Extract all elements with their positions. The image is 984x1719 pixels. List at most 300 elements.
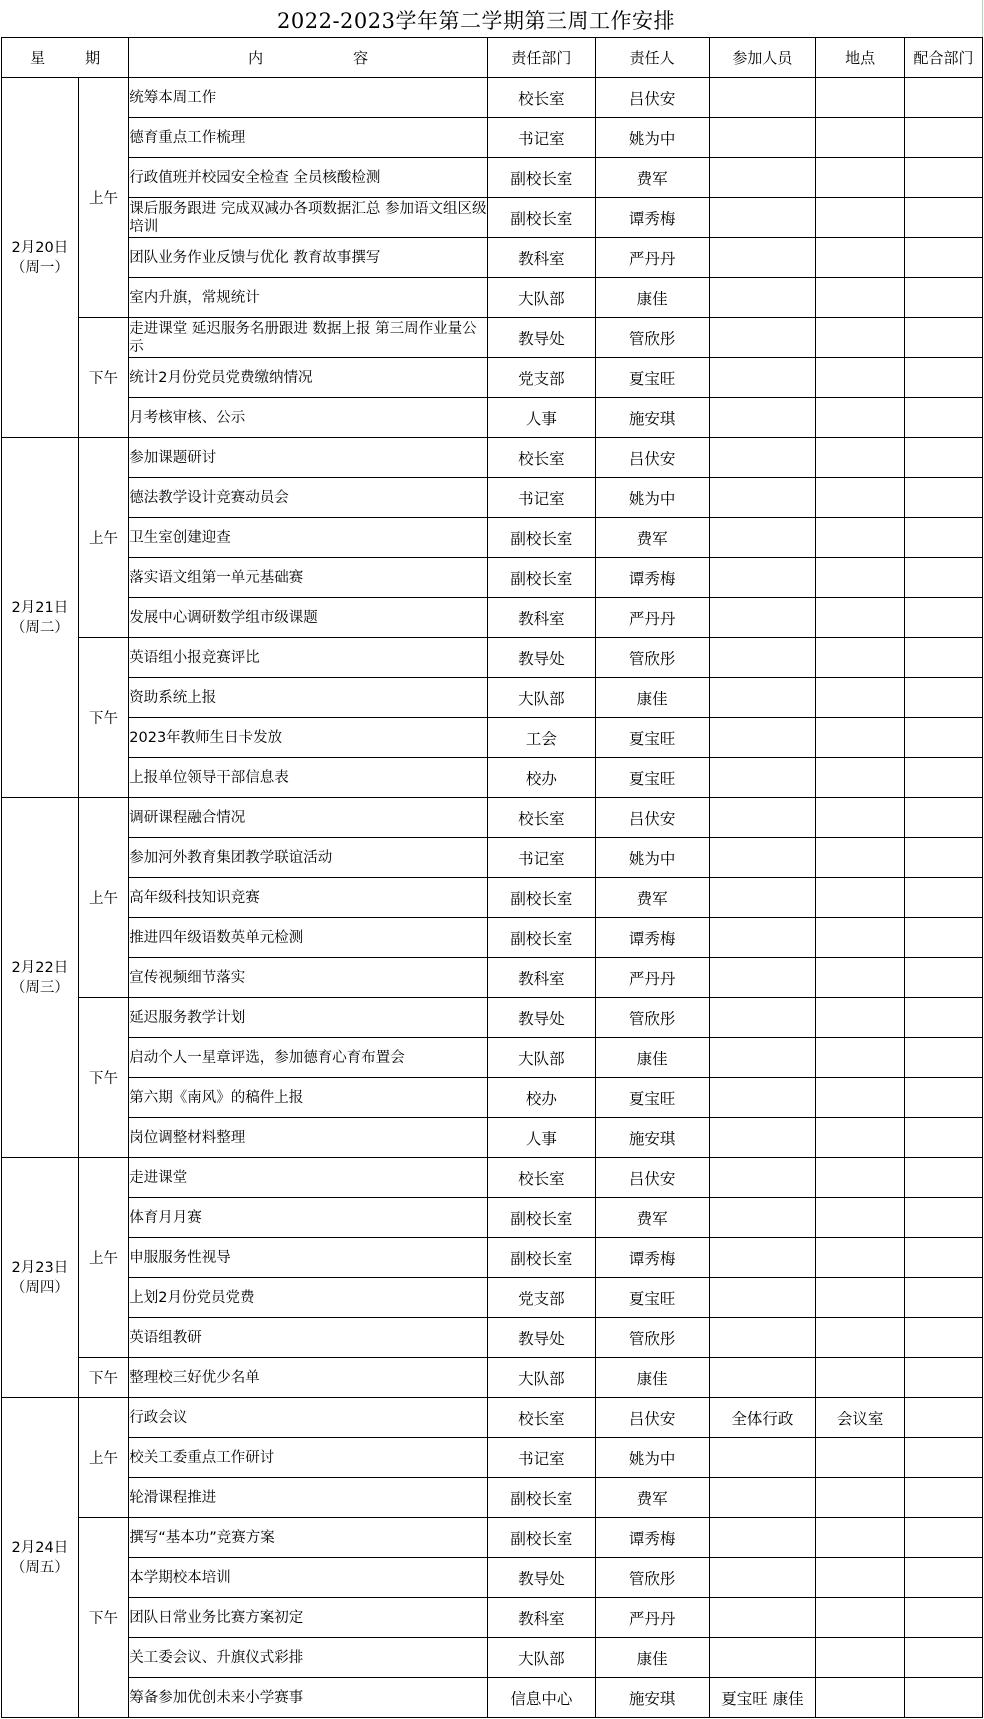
day-weekday: （周四） (10, 1279, 69, 1296)
task-content: 室内升旗，常规统计 (129, 278, 488, 318)
participants-cell (709, 318, 815, 358)
participants-cell (709, 1558, 815, 1598)
task-content: 英语组小报竞赛评比 (129, 638, 488, 678)
participants-cell (709, 638, 815, 678)
table-row (2, 998, 983, 1038)
task-content: 高年级科技知识竞赛 (129, 878, 488, 918)
table-row (2, 918, 983, 958)
responsible-dept: 教科室 (488, 958, 596, 998)
coop-dept-cell (905, 358, 983, 398)
responsible-dept: 大队部 (488, 278, 596, 318)
task-content: 团队业务作业反馈与优化 教育故事撰写 (129, 238, 488, 278)
responsible-dept: 信息中心 (488, 1678, 596, 1718)
coop-dept-cell (905, 1678, 983, 1718)
coop-dept-cell (905, 1638, 983, 1678)
day-weekday: （周二） (10, 619, 69, 636)
table-row (2, 1358, 983, 1398)
period-cell: 下午 (78, 638, 128, 798)
coop-dept-cell (905, 1478, 983, 1518)
title-bar (0, 0, 983, 40)
table-row (2, 78, 983, 118)
table-row (2, 1638, 983, 1678)
coop-dept-cell (905, 158, 983, 198)
task-content: 体育月月赛 (129, 1198, 488, 1238)
location-cell (816, 1118, 905, 1158)
location-cell (816, 478, 905, 518)
participants-cell (709, 1038, 815, 1078)
participants-cell (709, 1638, 815, 1678)
coop-dept-cell (905, 1078, 983, 1118)
participants-cell (709, 1198, 815, 1238)
responsible-person: 吕伏安 (595, 798, 709, 838)
responsible-person: 夏宝旺 (595, 758, 709, 798)
responsible-dept: 教科室 (488, 238, 596, 278)
table-row (2, 678, 983, 718)
location-cell (816, 1558, 905, 1598)
coop-dept-cell (905, 678, 983, 718)
period-cell: 下午 (78, 318, 128, 438)
task-content: 卫生室创建迎查 (129, 518, 488, 558)
participants-cell (709, 438, 815, 478)
coop-dept-cell (905, 958, 983, 998)
coop-dept-cell (905, 1318, 983, 1358)
coop-dept-cell (905, 438, 983, 478)
participants-cell (709, 358, 815, 398)
responsible-dept: 人事 (488, 398, 596, 438)
period-cell: 上午 (78, 438, 128, 638)
location-cell (816, 238, 905, 278)
coop-dept-cell (905, 1198, 983, 1238)
header-coop: 配合部门 (905, 38, 983, 78)
table-row (2, 438, 983, 478)
day-date: 2月21日 (11, 599, 69, 616)
table-row (2, 718, 983, 758)
participants-cell (709, 558, 815, 598)
task-content: 行政值班并校园安全检查 全员核酸检测 (129, 158, 488, 198)
responsible-person: 管欣彤 (595, 1558, 709, 1598)
page-title: 2022-2023学年第二学期第三周工作安排 (277, 9, 675, 33)
location-cell (816, 998, 905, 1038)
task-content: 启动个人一星章评选，参加德育心育布置会 (129, 1038, 488, 1078)
responsible-dept: 校长室 (488, 1158, 596, 1198)
location-cell (816, 1278, 905, 1318)
responsible-person: 管欣彤 (595, 998, 709, 1038)
responsible-dept: 副校长室 (488, 558, 596, 598)
table-row (2, 238, 983, 278)
table-row (2, 1158, 983, 1198)
task-content: 校关工委重点工作研讨 (129, 1438, 488, 1478)
day-cell (2, 438, 79, 798)
responsible-dept: 校长室 (488, 1398, 596, 1438)
coop-dept-cell (905, 718, 983, 758)
task-content: 行政会议 (129, 1398, 488, 1438)
responsible-person: 严丹丹 (595, 1598, 709, 1638)
responsible-person: 谭秀梅 (595, 918, 709, 958)
responsible-dept: 副校长室 (488, 1238, 596, 1278)
table-row (2, 198, 983, 238)
table-row (2, 958, 983, 998)
task-content: 走进课堂 延迟服务名册跟进 数据上报 第三周作业量公示 (129, 318, 488, 358)
participants-cell (709, 598, 815, 638)
coop-dept-cell (905, 798, 983, 838)
responsible-dept: 副校长室 (488, 198, 596, 238)
responsible-person: 费军 (595, 878, 709, 918)
coop-dept-cell (905, 118, 983, 158)
header-person: 责任人 (595, 38, 709, 78)
responsible-person: 费军 (595, 518, 709, 558)
participants-cell (709, 1518, 815, 1558)
location-cell (816, 1198, 905, 1238)
location-cell (816, 1358, 905, 1398)
location-cell (816, 678, 905, 718)
participants-cell (709, 958, 815, 998)
coop-dept-cell (905, 638, 983, 678)
responsible-person: 施安琪 (595, 398, 709, 438)
responsible-person: 谭秀梅 (595, 1238, 709, 1278)
period-cell: 上午 (78, 1398, 128, 1518)
responsible-dept: 副校长室 (488, 918, 596, 958)
header-dept: 责任部门 (488, 38, 596, 78)
coop-dept-cell (905, 1238, 983, 1278)
header-location: 地点 (816, 38, 905, 78)
responsible-person: 康佳 (595, 1638, 709, 1678)
coop-dept-cell (905, 558, 983, 598)
participants-cell (709, 798, 815, 838)
responsible-person: 姚为中 (595, 478, 709, 518)
table-row (2, 758, 983, 798)
participants-cell (709, 838, 815, 878)
task-content: 岗位调整材料整理 (129, 1118, 488, 1158)
table-row (2, 1038, 983, 1078)
coop-dept-cell (905, 1118, 983, 1158)
responsible-person: 费军 (595, 158, 709, 198)
day-weekday: （周一） (10, 259, 69, 276)
location-cell (816, 158, 905, 198)
participants-cell (709, 518, 815, 558)
task-content: 2023年教师生日卡发放 (129, 718, 488, 758)
task-content: 轮滑课程推进 (129, 1478, 488, 1518)
location-cell (816, 358, 905, 398)
responsible-person: 吕伏安 (595, 78, 709, 118)
location-cell (816, 1078, 905, 1118)
location-cell (816, 1678, 905, 1718)
table-row (2, 1078, 983, 1118)
location-cell (816, 638, 905, 678)
responsible-person: 姚为中 (595, 1438, 709, 1478)
location-cell (816, 1158, 905, 1198)
task-content: 整理校三好优少名单 (129, 1358, 488, 1398)
location-cell (816, 398, 905, 438)
task-content: 关工委会议、升旗仪式彩排 (129, 1638, 488, 1678)
task-content: 筹备参加优创未来小学赛事 (129, 1678, 488, 1718)
table-row (2, 558, 983, 598)
responsible-dept: 副校长室 (488, 158, 596, 198)
location-cell (816, 838, 905, 878)
responsible-person: 管欣彤 (595, 638, 709, 678)
task-content: 落实语文组第一单元基础赛 (129, 558, 488, 598)
coop-dept-cell (905, 478, 983, 518)
responsible-dept: 大队部 (488, 1638, 596, 1678)
location-cell (816, 718, 905, 758)
header-day: 星 期 (2, 38, 129, 78)
responsible-dept: 副校长室 (488, 1518, 596, 1558)
period-cell: 上午 (78, 78, 128, 318)
participants-cell (709, 998, 815, 1038)
responsible-dept: 大队部 (488, 1038, 596, 1078)
coop-dept-cell (905, 1398, 983, 1438)
task-content: 本学期校本培训 (129, 1558, 488, 1598)
table-row (2, 1478, 983, 1518)
table-row (2, 1518, 983, 1558)
period-cell: 上午 (78, 798, 128, 998)
day-date: 2月22日 (11, 959, 69, 976)
participants-cell (709, 1118, 815, 1158)
coop-dept-cell (905, 998, 983, 1038)
participants-cell (709, 398, 815, 438)
day-date: 2月20日 (11, 239, 69, 256)
coop-dept-cell (905, 1158, 983, 1198)
responsible-person: 谭秀梅 (595, 558, 709, 598)
table-row (2, 838, 983, 878)
coop-dept-cell (905, 398, 983, 438)
task-content: 资助系统上报 (129, 678, 488, 718)
table-row (2, 1558, 983, 1598)
task-content: 英语组教研 (129, 1318, 488, 1358)
table-row (2, 878, 983, 918)
coop-dept-cell (905, 1598, 983, 1638)
table-row (2, 1118, 983, 1158)
responsible-person: 严丹丹 (595, 598, 709, 638)
responsible-dept: 书记室 (488, 478, 596, 518)
location-cell (816, 1518, 905, 1558)
responsible-person: 姚为中 (595, 118, 709, 158)
coop-dept-cell (905, 78, 983, 118)
schedule-body (2, 78, 983, 1718)
coop-dept-cell (905, 878, 983, 918)
task-content: 上划2月份党员党费 (129, 1278, 488, 1318)
coop-dept-cell (905, 318, 983, 358)
responsible-person: 施安琪 (595, 1678, 709, 1718)
responsible-dept: 校办 (488, 758, 596, 798)
location-cell (816, 598, 905, 638)
participants-cell: 夏宝旺 康佳 (709, 1678, 815, 1718)
table-row (2, 158, 983, 198)
location-cell (816, 958, 905, 998)
period-cell: 下午 (78, 1358, 128, 1398)
participants-cell (709, 1278, 815, 1318)
responsible-dept: 教导处 (488, 638, 596, 678)
location-cell (816, 918, 905, 958)
responsible-dept: 教科室 (488, 598, 596, 638)
header-participants: 参加人员 (709, 38, 815, 78)
task-content: 月考核审核、公示 (129, 398, 488, 438)
participants-cell (709, 118, 815, 158)
day-weekday: （周三） (10, 979, 69, 996)
responsible-person: 姚为中 (595, 838, 709, 878)
responsible-dept: 教科室 (488, 1598, 596, 1638)
coop-dept-cell (905, 758, 983, 798)
participants-cell (709, 1078, 815, 1118)
table-row (2, 118, 983, 158)
table-row (2, 638, 983, 678)
responsible-person: 夏宝旺 (595, 1278, 709, 1318)
responsible-dept: 书记室 (488, 118, 596, 158)
task-content: 推进四年级语数英单元检测 (129, 918, 488, 958)
day-cell (2, 1158, 79, 1398)
responsible-dept: 大队部 (488, 1358, 596, 1398)
location-cell (816, 878, 905, 918)
responsible-dept: 大队部 (488, 678, 596, 718)
participants-cell (709, 718, 815, 758)
responsible-person: 康佳 (595, 278, 709, 318)
participants-cell (709, 238, 815, 278)
participants-cell (709, 198, 815, 238)
location-cell (816, 518, 905, 558)
task-content: 统筹本周工作 (129, 78, 488, 118)
responsible-dept: 教导处 (488, 318, 596, 358)
participants-cell (709, 478, 815, 518)
table-row (2, 598, 983, 638)
location-cell (816, 438, 905, 478)
responsible-dept: 校长室 (488, 438, 596, 478)
task-content: 第六期《南风》的稿件上报 (129, 1078, 488, 1118)
table-row (2, 318, 983, 358)
coop-dept-cell (905, 238, 983, 278)
table-row (2, 1278, 983, 1318)
coop-dept-cell (905, 198, 983, 238)
task-content: 发展中心调研数学组市级课题 (129, 598, 488, 638)
coop-dept-cell (905, 838, 983, 878)
coop-dept-cell (905, 918, 983, 958)
task-content: 德法教学设计竞赛动员会 (129, 478, 488, 518)
day-cell (2, 1398, 79, 1718)
participants-cell (709, 1598, 815, 1638)
participants-cell (709, 1438, 815, 1478)
responsible-dept: 校长室 (488, 78, 596, 118)
day-cell (2, 78, 79, 438)
table-row (2, 1318, 983, 1358)
day-date: 2月23日 (11, 1259, 69, 1276)
responsible-person: 管欣彤 (595, 318, 709, 358)
responsible-person: 吕伏安 (595, 438, 709, 478)
task-content: 统计2月份党员党费缴纳情况 (129, 358, 488, 398)
responsible-dept: 党支部 (488, 358, 596, 398)
participants-cell (709, 278, 815, 318)
responsible-dept: 副校长室 (488, 878, 596, 918)
responsible-person: 夏宝旺 (595, 358, 709, 398)
location-cell (816, 318, 905, 358)
location-cell (816, 1318, 905, 1358)
responsible-person: 严丹丹 (595, 238, 709, 278)
location-cell (816, 798, 905, 838)
coop-dept-cell (905, 1558, 983, 1598)
participants-cell (709, 678, 815, 718)
coop-dept-cell (905, 1518, 983, 1558)
participants-cell (709, 1358, 815, 1398)
responsible-person: 管欣彤 (595, 1318, 709, 1358)
participants-cell (709, 918, 815, 958)
responsible-dept: 教导处 (488, 1558, 596, 1598)
header-content: 内 容 (129, 38, 488, 78)
participants-cell (709, 78, 815, 118)
period-cell: 下午 (78, 1518, 128, 1718)
task-content: 参加河外教育集团教学联谊活动 (129, 838, 488, 878)
location-cell (816, 118, 905, 158)
task-content: 德育重点工作梳理 (129, 118, 488, 158)
responsible-dept: 副校长室 (488, 1198, 596, 1238)
participants-cell (709, 1158, 815, 1198)
location-cell (816, 1478, 905, 1518)
coop-dept-cell (905, 518, 983, 558)
day-cell (2, 798, 79, 1158)
participants-cell (709, 1238, 815, 1278)
coop-dept-cell (905, 1278, 983, 1318)
table-row (2, 518, 983, 558)
participants-cell (709, 1318, 815, 1358)
task-content: 申服服务性视导 (129, 1238, 488, 1278)
day-weekday: （周五） (10, 1559, 69, 1576)
responsible-person: 费军 (595, 1198, 709, 1238)
table-row (2, 1398, 983, 1438)
table-row (2, 278, 983, 318)
responsible-person: 夏宝旺 (595, 718, 709, 758)
table-row (2, 478, 983, 518)
responsible-dept: 校办 (488, 1078, 596, 1118)
location-cell (816, 1438, 905, 1478)
task-content: 上报单位领导干部信息表 (129, 758, 488, 798)
responsible-person: 谭秀梅 (595, 198, 709, 238)
table-row (2, 398, 983, 438)
table-row (2, 798, 983, 838)
coop-dept-cell (905, 1358, 983, 1398)
responsible-person: 夏宝旺 (595, 1078, 709, 1118)
task-content: 课后服务跟进 完成双减办各项数据汇总 参加语文组区级培训 (129, 198, 488, 238)
responsible-dept: 人事 (488, 1118, 596, 1158)
task-content: 团队日常业务比赛方案初定 (129, 1598, 488, 1638)
location-cell (816, 78, 905, 118)
table-row (2, 1598, 983, 1638)
responsible-dept: 副校长室 (488, 518, 596, 558)
responsible-dept: 教导处 (488, 998, 596, 1038)
responsible-person: 谭秀梅 (595, 1518, 709, 1558)
responsible-person: 吕伏安 (595, 1158, 709, 1198)
schedule-table (1, 37, 983, 1718)
period-cell: 上午 (78, 1158, 128, 1358)
coop-dept-cell (905, 1438, 983, 1478)
location-cell (816, 198, 905, 238)
responsible-dept: 副校长室 (488, 1478, 596, 1518)
responsible-dept: 书记室 (488, 838, 596, 878)
task-content: 调研课程融合情况 (129, 798, 488, 838)
location-cell (816, 1598, 905, 1638)
location-cell (816, 1638, 905, 1678)
table-row (2, 1438, 983, 1478)
participants-cell (709, 758, 815, 798)
location-cell (816, 1038, 905, 1078)
table-row (2, 1238, 983, 1278)
responsible-person: 吕伏安 (595, 1398, 709, 1438)
task-content: 走进课堂 (129, 1158, 488, 1198)
coop-dept-cell (905, 1038, 983, 1078)
task-content: 宣传视频细节落实 (129, 958, 488, 998)
responsible-dept: 党支部 (488, 1278, 596, 1318)
responsible-dept: 工会 (488, 718, 596, 758)
table-row (2, 358, 983, 398)
location-cell (816, 558, 905, 598)
location-cell (816, 758, 905, 798)
task-content: 参加课题研讨 (129, 438, 488, 478)
day-date: 2月24日 (11, 1539, 69, 1556)
